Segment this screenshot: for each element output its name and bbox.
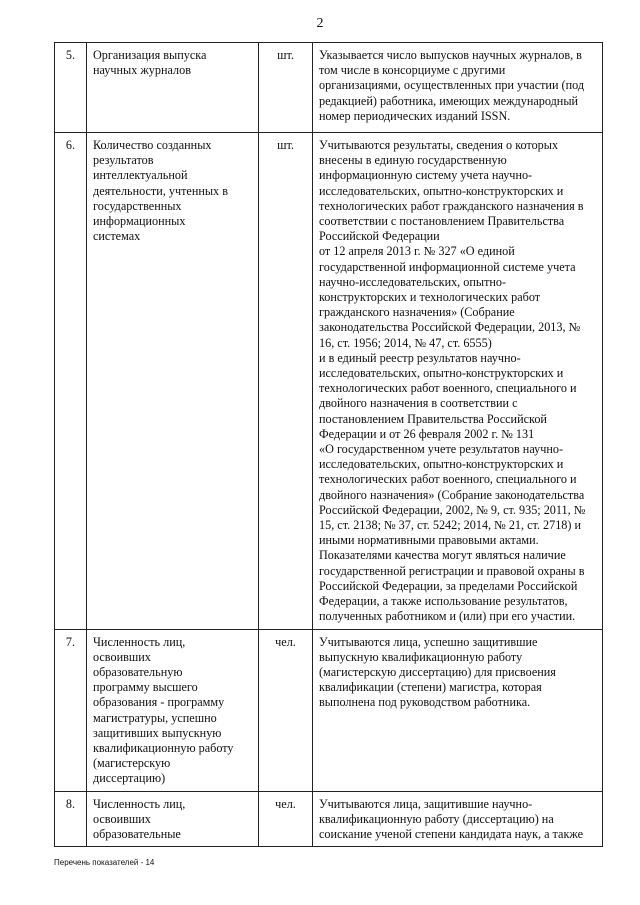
table-row xyxy=(55,791,603,847)
page-number: 2 xyxy=(316,16,324,31)
indicator-name: Организация выпуска научных журналов xyxy=(87,43,259,133)
indicator-description: Учитываются лица, защитившие научно- квалификационную работу (диссертацию) на соискание ученой степени кандидата наук, а также xyxy=(313,791,603,847)
indicator-name: Численность лиц, освоивших образовательные xyxy=(87,791,259,847)
row-number: 5. xyxy=(55,43,87,133)
unit: шт. xyxy=(259,43,313,133)
table-row xyxy=(55,629,603,791)
table-row xyxy=(55,133,603,630)
table-row xyxy=(55,43,603,133)
indicator-description: Учитываются результаты, сведения о которых внесены в единую государственную информационную систему учета научно- исследовательских, опытно-конструкторских и технологических работ гражданского назначения в соответствии с постановлением Правительства Российской Федерации от 12 апреля 2013 г. № 327 «О единой государственной информационной системе учета научно-исследовательских, опытно- конструкторских и технологических работ гражданского назначения» (Собрание законодательства Российской Федерации, 2013, № 16, ст. 1956; 2014, № 47, ст. 6555) и в единый реестр результатов научно- исследовательских, опытно-конструкторских и технологических работ военного, специального и двойного назначения в соответствии с постановлением Правительства Российской Федерации и от 26 февраля 2002 г. № 131 «О государственном учете результатов научно- исследовательских, опытно-конструкторских и технологических работ военного, специального и двойного назначения» (Собрание законодательства Российской Федерации, 2002, № 9, ст. 935; 2011, № 15, ст. 2138; № 37, ст. 5242; 2014, № 21, ст. 2718) и иными нормативными правовыми актами. Показателями качества могут являться наличие государственной регистрации и правовой охраны в Российской Федерации, за пределами Российской Федерации, а также использование результатов, полученных работником и (или) при его участии. xyxy=(313,133,603,630)
row-number: 8. xyxy=(55,791,87,847)
page-footer: Перечень показателей - 14 xyxy=(54,858,155,867)
row-number: 7. xyxy=(55,629,87,791)
unit: чел. xyxy=(259,629,313,791)
row-number: 6. xyxy=(55,133,87,630)
indicator-name: Количество созданных результатов интеллектуальной деятельности, учтенных в государственных информационных системах xyxy=(87,133,259,630)
unit: шт. xyxy=(259,133,313,630)
unit: чел. xyxy=(259,791,313,847)
indicators-table xyxy=(54,42,603,847)
indicator-description: Учитываются лица, успешно защитившие выпускную квалификационную работу (магистерскую диссертацию) для присвоения квалификации (степени) магистра, которая выполнена под руководством работника. xyxy=(313,629,603,791)
indicator-name: Численность лиц, освоивших образовательную программу высшего образования - программу магистратуры, успешно защитивших выпускную квалификационную работу (магистерскую диссертацию) xyxy=(87,629,259,791)
indicator-description: Указывается число выпусков научных журналов, в том числе в консорциуме с другими организациями, осуществленных при участии (под редакцией) работника, имеющих международный номер периодических изданий ISSN. xyxy=(313,43,603,133)
